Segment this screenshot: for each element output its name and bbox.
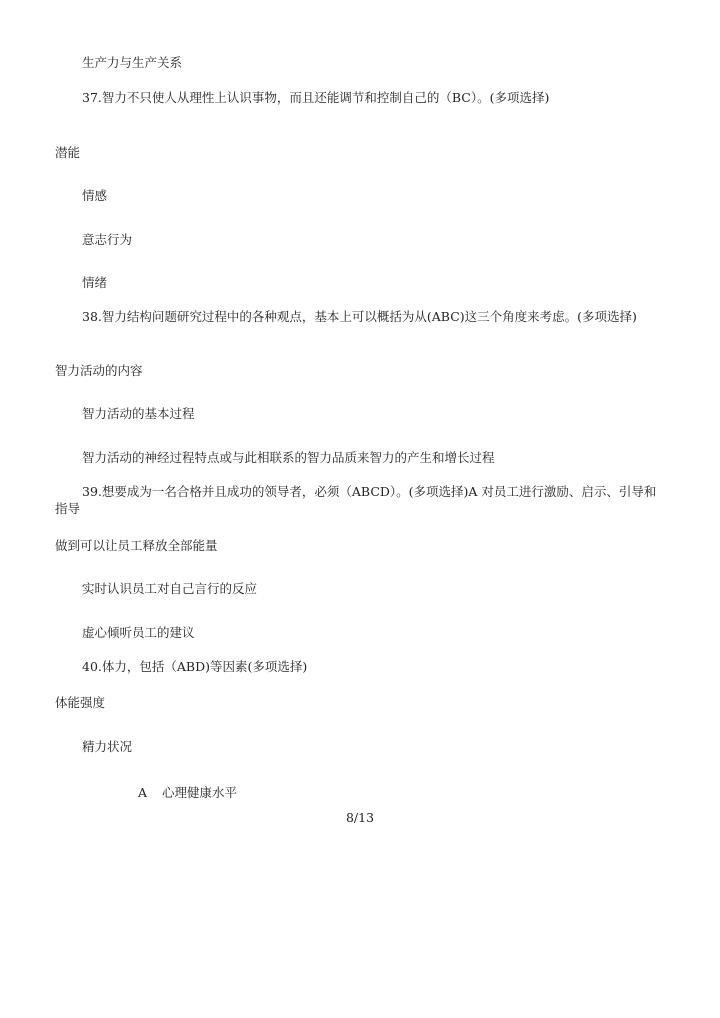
option-letter: A — [138, 785, 148, 800]
option-text: 潜能 — [55, 145, 81, 160]
option-text: 体能强度 — [55, 695, 106, 710]
question-40: 40.体力，包括（ABD)等因素(多项选择) — [82, 659, 308, 674]
question-39: 39.想要成为一名合格并且成功的领导者，必须（ABCD）。(多项选择)A 对员工进行激励、启示、引导和指导 — [55, 484, 657, 516]
option-text: 智力活动的内容 — [55, 363, 143, 378]
option-row — [138, 784, 237, 801]
option-text: 智力活动的基本过程 — [82, 406, 195, 421]
option-text: 生产力与生产关系 — [82, 55, 183, 70]
page-number: 8/13 — [345, 810, 375, 825]
option-text: 精力状况 — [82, 739, 133, 754]
option-text: 情绪 — [82, 275, 108, 290]
option-text: 做到可以让员工释放全部能量 — [55, 538, 218, 553]
option-text: 心理健康水平 — [162, 785, 238, 800]
option-text: 虚心倾听员工的建议 — [82, 625, 195, 640]
option-text: 智力活动的神经过程特点或与此相联系的智力品质来智力的产生和增长过程 — [82, 450, 495, 465]
option-text: 意志行为 — [82, 232, 133, 247]
option-text: 情感 — [82, 188, 108, 203]
option-text: 实时认识员工对自己言行的反应 — [82, 581, 258, 596]
question-37: 37.智力不只使人从理性上认识事物，而且还能调节和控制自己的（BC）。(多项选择) — [82, 90, 550, 105]
question-38: 38.智力结构问题研究过程中的各种观点，基本上可以概括为从(ABC)这三个角度来考虑。(多项选择) — [82, 309, 637, 324]
